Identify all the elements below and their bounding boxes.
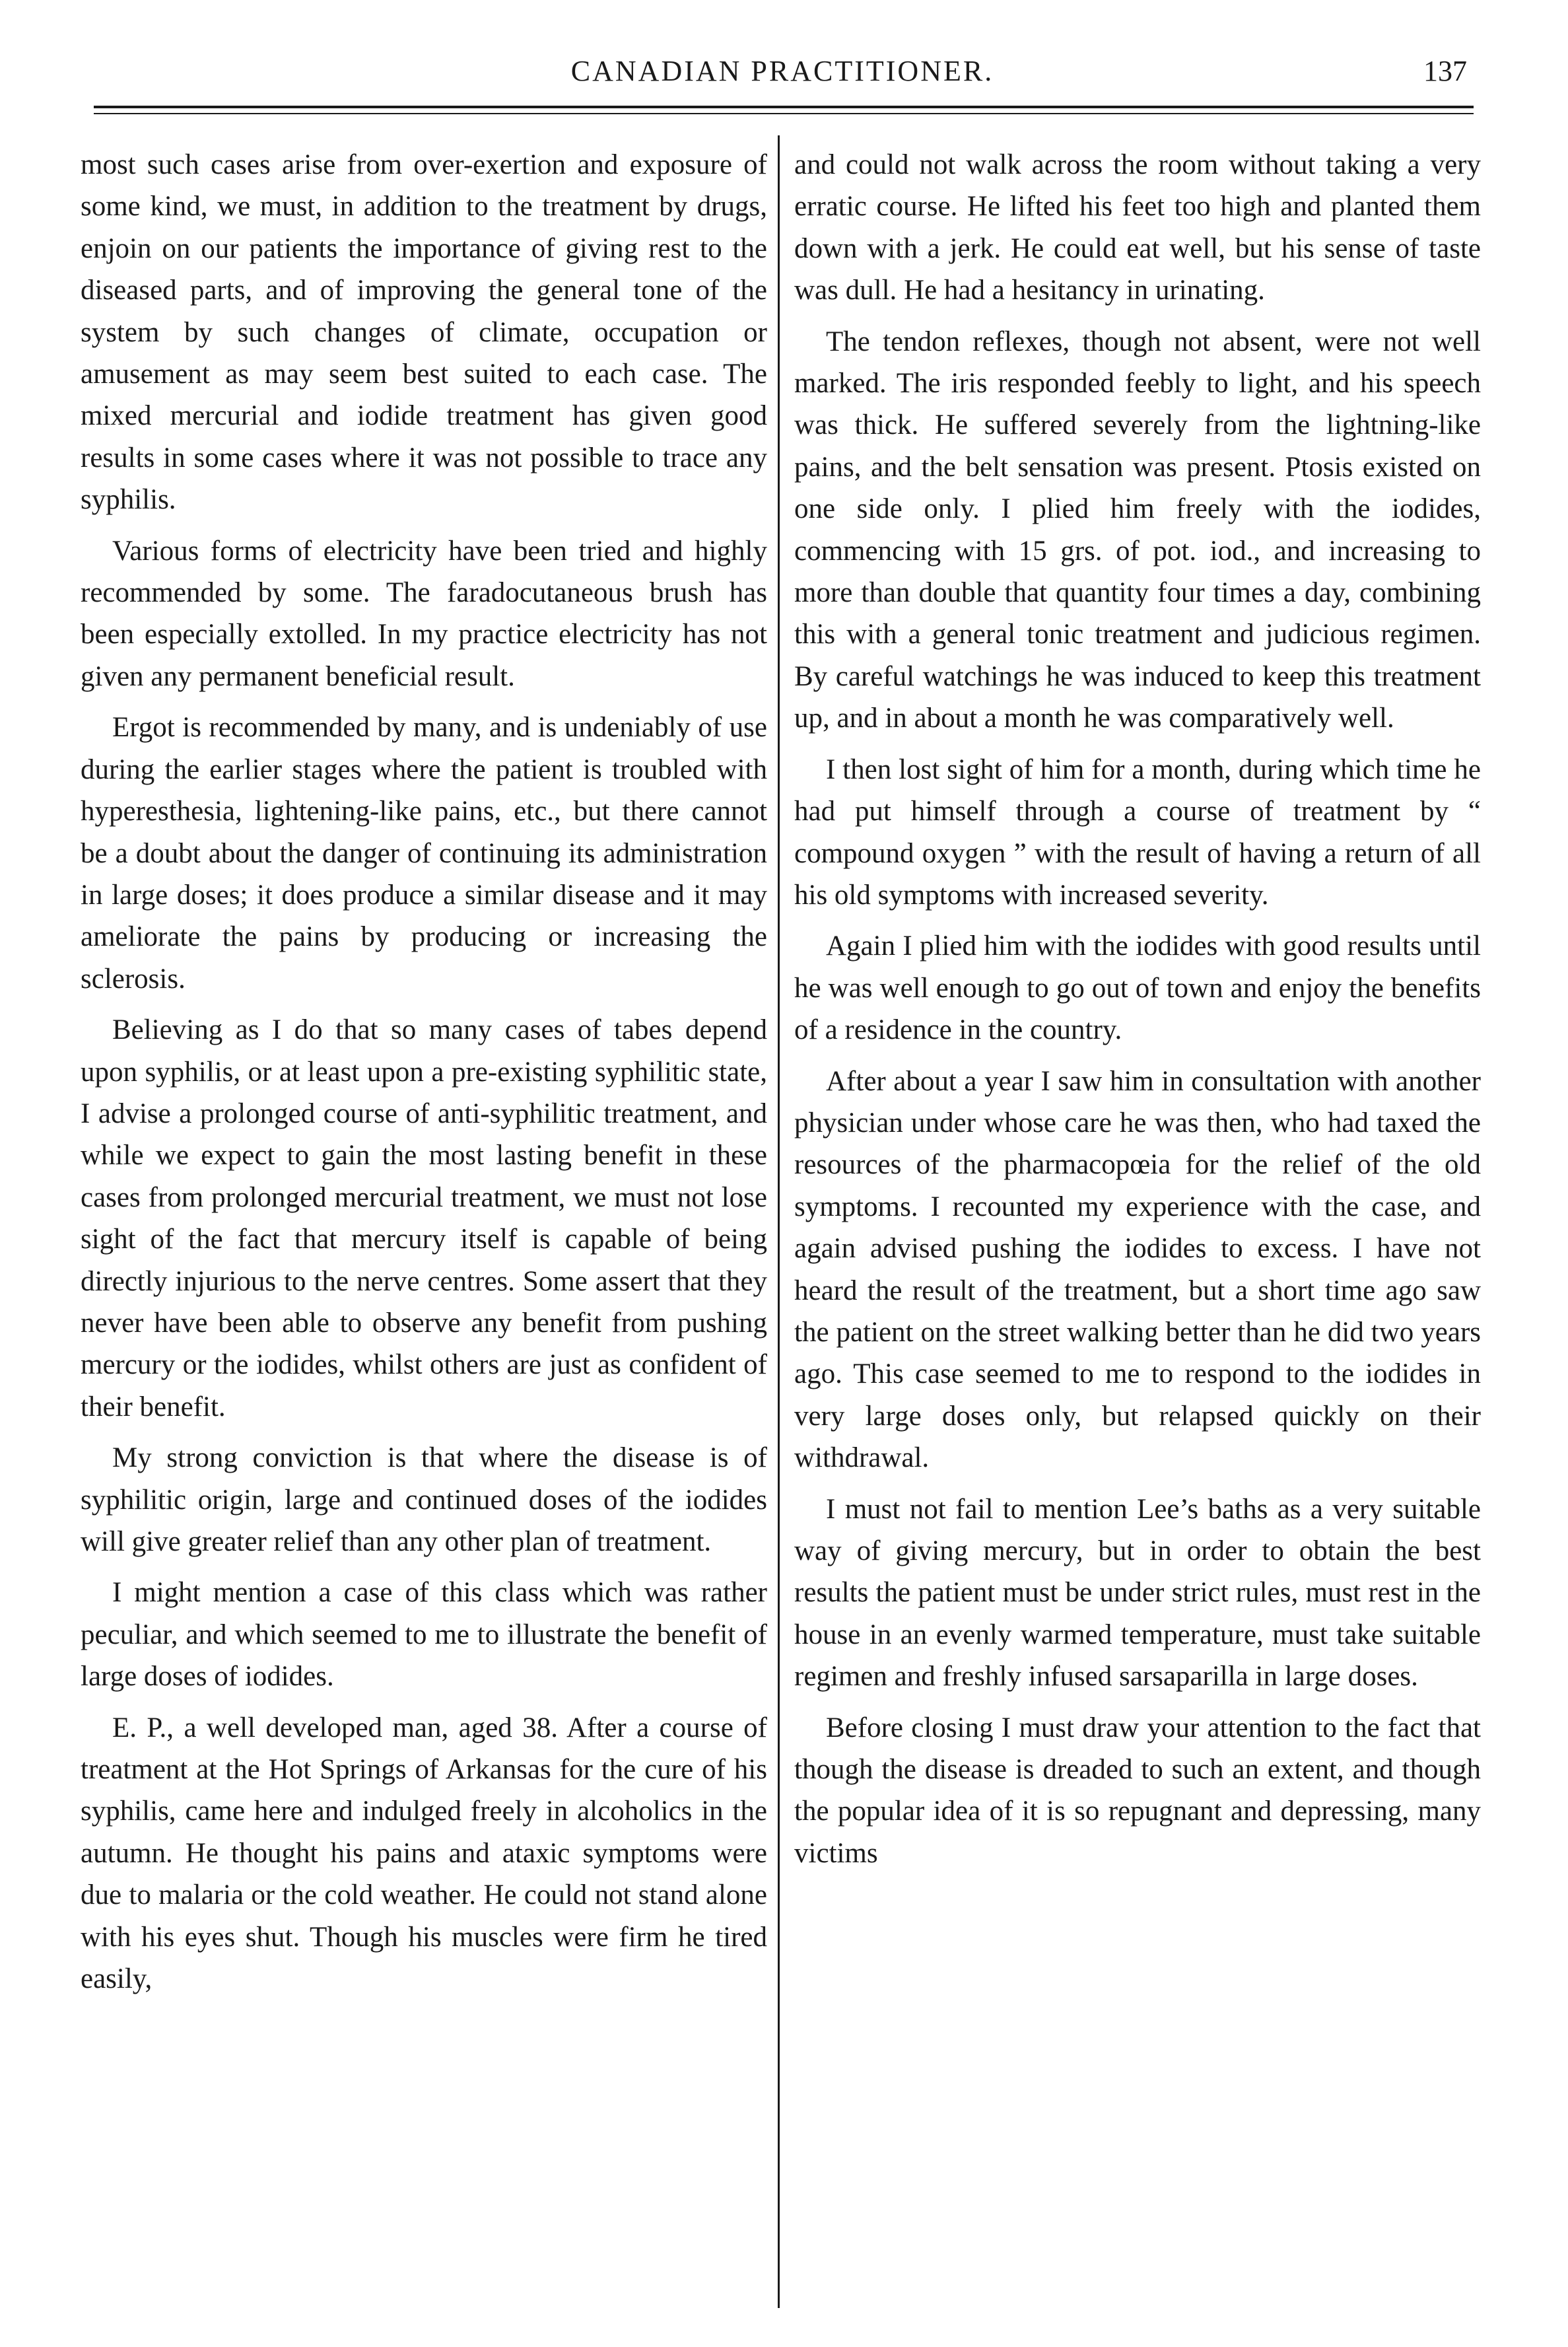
running-title: CANADIAN PRACTITIONER. bbox=[570, 55, 994, 87]
paragraph: Ergot is recommended by many, and is undeniably of use during the earlier stages where the patient is troubled with hyperesthesia, lightening-like pains, etc., but there cannot be a doubt about the danger of continuing its administration in large doses; it does produce a similar disease and it may ameliorate the pains by producing or increasing the sclerosis. bbox=[81, 712, 767, 995]
paragraph: most such cases arise from over-exertion and exposure of some kind, we must, in addition to the treatment by drugs, enjoin on our patients the importance of giving rest to the diseased parts, and of improving the general tone of the system by such changes of climate, occupation or amusement as may seem best suited to each case. The mixed mercurial and iodide treatment has given good results in some cases where it was not possible to trace any syphilis. bbox=[81, 149, 767, 516]
paragraph: I might mention a case of this class which was rather peculiar, and which seemed to me to illustrate the benefit of large doses of iodides. bbox=[81, 1577, 767, 1693]
paragraph: Believing as I do that so many cases of tabes depend upon syphilis, or at least upon a pre-existing syphilitic state, I advise a prolonged course of anti-syphilitic treatment, and while we expect to gain the most lasting benefit in these cases from prolonged mercurial treatment, we must not lose sight of the fact that mercury itself is capable of being directly injurious to the nerve centres. Some assert that they never have been able to observe any benefit from pushing mercury or the iodides, whilst others are just as confident of their benefit. bbox=[81, 1014, 767, 1422]
paragraph: and could not walk across the room without taking a very erratic course. He lifted his feet too high and planted them down with a jerk. He could eat well, but his sense of taste was dull. He had a hesitancy in urinating. bbox=[794, 149, 1481, 306]
column-divider bbox=[778, 135, 780, 2308]
left-column bbox=[81, 144, 767, 2009]
paragraph: Again I plied him with the iodides with good results until he was well enough to go out of town and enjoy the benefits of a residence in the country. bbox=[794, 930, 1481, 1046]
page-number: 137 bbox=[1423, 55, 1467, 87]
right-column bbox=[794, 144, 1481, 1883]
header-rule-thick bbox=[94, 106, 1474, 108]
paragraph: After about a year I saw him in consultation with another physician under whose care he was then, who had taxed the resources of the pharmacopœia for the relief of the old symptoms. I recounted my experience with the case, and again advised pushing the iodides to excess. I have not heard the result of the treatment, but a short time ago saw the patient on the street walking better than he did two years ago. This case seemed to me to respond to the iodides in very large doses only, but relapsed quickly on their withdrawal. bbox=[794, 1065, 1481, 1474]
paragraph: Before closing I must draw your attention to the fact that though the disease is dreaded to such an extent, and though the popular idea of it is so repugnant and depressing, many victims bbox=[794, 1712, 1481, 1869]
paragraph: E. P., a well developed man, aged 38. After a course of treatment at the Hot Springs of Arkansas for the cure of his syphilis, came here and indulged freely in alcoholics in the autumn. He thought his pains and ataxic symptoms were due to malaria or the cold weather. He could not stand alone with his eyes shut. Though his muscles were firm he tired easily, bbox=[81, 1712, 767, 1995]
header-rule-thin bbox=[94, 113, 1474, 114]
paragraph: I then lost sight of him for a month, during which time he had put himself through a course of treatment by “ compound oxygen ” with the result of having a return of all his old symptoms with increased severity. bbox=[794, 753, 1481, 911]
paragraph: The tendon reflexes, though not absent, were not well marked. The iris responded feebly to light, and his speech was thick. He suffered severely from the lightning-like pains, and the belt sensation was present. Ptosis existed on one side only. I plied him freely with the iodides, commencing with 15 grs. of pot. iod., and increasing to more than double that quantity four times a day, combining this with a general tonic treatment and judicious regimen. By careful watchings he was induced to keep this treatment up, and in about a month he was comparatively well. bbox=[794, 326, 1481, 734]
paragraph: I must not fail to mention Lee’s baths as a very suitable way of giving mercury, but in order to obtain the best results the patient must be under strict rules, must rest in the house in an evenly warmed temperature, must take suitable regimen and freshly infused sarsaparilla in large doses. bbox=[794, 1493, 1481, 1693]
running-head bbox=[92, 54, 1472, 94]
paragraph: Various forms of electricity have been tried and highly recommended by some. The faradocutaneous brush has been especially extolled. In my practice electricity has not given any permanent beneficial result. bbox=[81, 535, 767, 692]
paragraph: My strong conviction is that where the disease is of syphilitic origin, large and continued doses of the iodides will give greater relief than any other plan of treatment. bbox=[81, 1442, 767, 1557]
